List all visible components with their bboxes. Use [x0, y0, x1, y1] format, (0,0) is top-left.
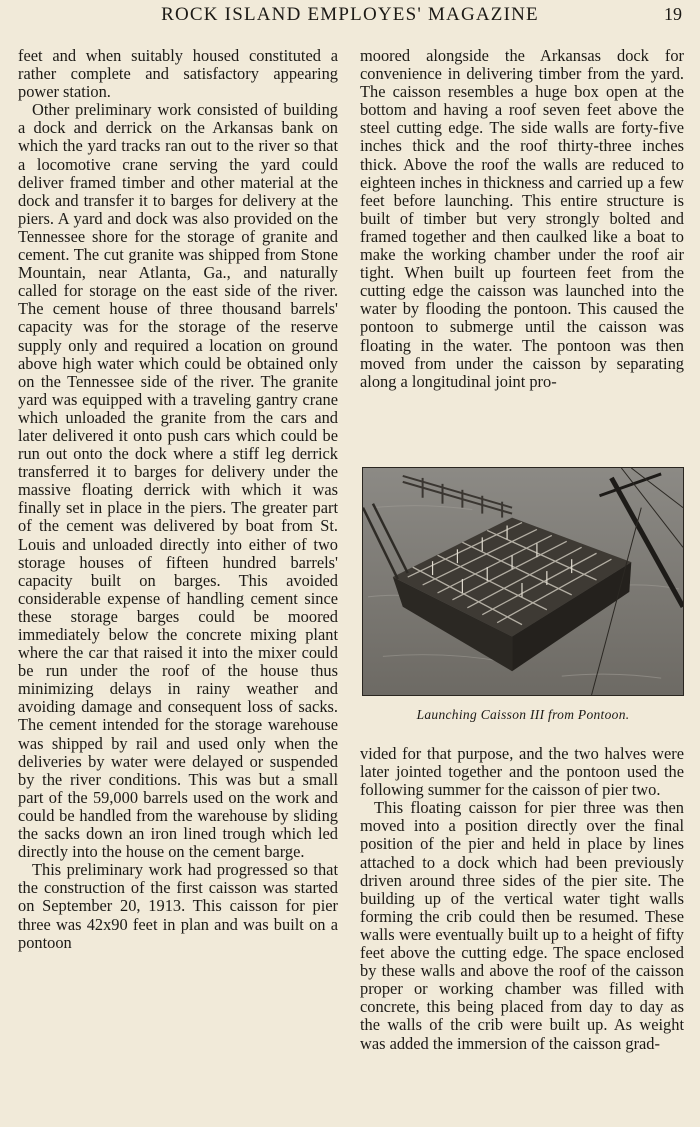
- figure: [362, 467, 684, 723]
- left-column: [18, 47, 338, 952]
- running-title: ROCK ISLAND EMPLOYES' MAGAZINE: [161, 4, 539, 25]
- page-header: [0, 4, 700, 30]
- figure-caption: Launching Caisson III from Pontoon.: [416, 707, 630, 722]
- paragraph: vided for that purpose, and the two halves were later jointed together and the pontoon used the following summer for the caisson of pier two.: [360, 744, 684, 800]
- right-column-upper: [360, 47, 684, 391]
- paragraph: Other preliminary work consisted of building a dock and derrick on the Arkansas bank on which the yard tracks ran out to the river so that a locomotive crane serving the yard could deliver framed timber and other material at the dock and transfer it to barges for delivery at the piers. A yard and dock was also provided on the Tennessee shore for the storage of granite and cement. The cut granite was shipped from Stone Mountain, near Atlanta, Ga., and naturally called for storage on the east side of the river. The cement house of three thousand barrels' capacity was for the storage of the reserve supply only and required a location on ground above high water which could be obtained only on the Tennessee side of the river. The granite yard was equipped with a traveling gantry crane which unloaded the granite from the cars and later delivered it onto push cars which could be run out onto the dock where a stiff leg derrick transferred it to barges for delivery under the massive floating derrick with which it was finally set in place in the piers. The greater part of the cement was delivered by boat from St. Louis and unloaded directly into either of two storage houses of fifteen hundred barrels' capacity built on barges. This avoided considerable expense of handling cement since these storage barges could be moored immediately below the concrete mixing plant where the car that raised it into the mixer could be run under the roof of the house thus minimizing delays in rainy weather and avoiding damage and consequent loss of sacks. The cement intended for the storage warehouse was shipped by rail and used only when the deliveries by water were delayed or suspended by the river conditions. This was but a small part of the 59,000 barrels used on the work and could be handled from the warehouse by sliding the sacks down an iron lined trough which led directly into the house on the cement barge.: [18, 100, 338, 862]
- paragraph: moored alongside the Arkansas dock for convenience in delivering timber from the yard. The caisson resembles a huge box open at the bottom and having a roof seven feet above the steel cutting edge. The side walls are forty-five inches thick and the roof thirty-three inches thick. Above the roof the walls are reduced to eighteen inches in thickness and carried up a few feet before launching. This entire structure is built of timber but very strongly bolted and framed together and then caulked like a boat to make the working chamber under the roof air tight. When built up fourteen feet from the cutting edge the caisson was launched into the water by flooding the pontoon. This caused the pontoon to submerge until the caisson was floating in the water. The pontoon was then moved from under the caisson by separating along a longitudinal joint pro-: [360, 46, 684, 391]
- paragraph: feet and when suitably housed constituted a rather complete and satisfactory appearing power station.: [18, 46, 338, 102]
- paragraph: This floating caisson for pier three was then moved into a position directly over the final position of the pier and held in place by lines attached to a dock which had been previously driven around three sides of the pier site. The building up of the vertical water tight walls forming the crib could then be resumed. These walls were eventually built up to a height of fifty feet above the cutting edge. The space enclosed by these walls and above the roof of the caisson proper or working chamber was filled with concrete, this being placed from day to day as the walls of the crib were built up. As weight was added the immersion of the caisson grad-: [360, 798, 684, 1053]
- page-number: 19: [664, 4, 682, 24]
- right-column-lower: [360, 745, 684, 1053]
- paragraph: This preliminary work had progressed so that the construction of the first caisson was started on September 20, 1913. This caisson for pier three was 42x90 feet in plan and was built on a pontoon: [18, 860, 338, 952]
- caisson-photo: [362, 467, 684, 696]
